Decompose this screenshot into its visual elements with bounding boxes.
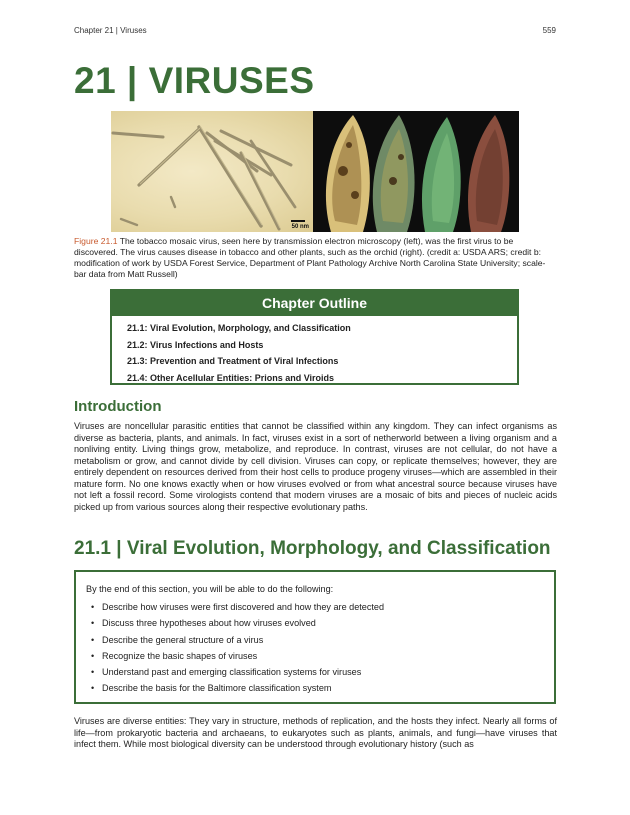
- scale-bar-label: 50 nm: [291, 224, 309, 230]
- figure-label: Figure 21.1: [74, 236, 118, 246]
- figure-caption: [74, 236, 557, 280]
- outline-item-21-4: 21.4: Other Acellular Entities: Prions and Viroids: [127, 372, 335, 383]
- objective-item: • Describe the basis for the Baltimore classification system: [102, 680, 554, 696]
- section-body-paragraph: Viruses are diverse entities: They vary in structure, methods of replication, and the hosts they infect. Nearly all forms of life—from prokaryotic bacteria and archaeans, to eukaryotes such as plants, animals, and fungi—have viruses that infect them. While most biological diversity can be understood through evolutionary history (such as: [74, 716, 557, 750]
- objective-item: • Describe how viruses were first discovered and how they are detected: [102, 599, 554, 615]
- objectives-intro: By the end of this section, you will be able to do the following:: [86, 584, 334, 594]
- chapter-title: 21 | VIRUSES: [74, 60, 315, 101]
- introduction-heading: Introduction: [74, 398, 162, 415]
- section-number: 21.1 |: [74, 538, 127, 559]
- running-header: [74, 26, 556, 35]
- introduction-paragraph: Viruses are noncellular parasitic entities that cannot be classified within any kingdom. They can infect organisms as diverse as bacteria, plants, and animals. In fact, viruses exist in a sort of netherworld between a living organism and a nonliving entity. Living things grow, metabolize, and reproduce. In contrast, viruses are not cellular, do not have a metabolism or grow, and cannot divide by cell division. Viruses can copy, or replicate themselves; however, they are entirely dependent on resources derived from their host cells to produce progeny viruses—which are assembled in their mature form. No one knows exactly when or how viruses evolved or from what ancestral source because viruses have not left a fossil record. Some virologists contend that modern viruses are a mosaic of bits and pieces of nucleic acids picked up from various sources along their respective evolutionary paths.: [74, 421, 557, 512]
- chapter-outline-box: [110, 289, 519, 385]
- section-21-1-title: [74, 538, 551, 560]
- chapter-outline-title: Chapter Outline: [112, 291, 517, 316]
- orchid-leaves-image: [313, 111, 519, 232]
- learning-objectives-box: [74, 570, 556, 704]
- outline-item-21-1: 21.1: Viral Evolution, Morphology, and Classification: [127, 323, 351, 333]
- outline-item-21-3: 21.3: Prevention and Treatment of Viral Infections: [127, 356, 339, 366]
- scale-bar: [291, 220, 305, 222]
- tobacco-mosaic-rods-illustration: [111, 111, 313, 232]
- chapter-outline-list: [112, 316, 517, 386]
- objective-item: • Recognize the basic shapes of viruses: [102, 648, 554, 664]
- objectives-list: [86, 599, 554, 697]
- figure-21-1: [111, 111, 519, 232]
- tem-virus-image: [111, 111, 313, 232]
- outline-item-21-2: 21.2: Virus Infections and Hosts: [127, 339, 264, 350]
- objective-item: • Discuss three hypotheses about how viruses evolved: [102, 615, 554, 631]
- objective-item: • Describe the general structure of a virus: [102, 632, 554, 648]
- diseased-leaves-illustration: [313, 111, 519, 232]
- figure-caption-text: The tobacco mosaic virus, seen here by transmission electron microscopy (left), was the first virus to be discovered. The virus causes disease in tobacco and other plants, such as the orchid (right). (credit a: USDA ARS; credit b: modification of work by USDA Forest Service, Department of Plant Pathology Archive North Carolina State University; scale-bar data from Matt Russell): [74, 236, 546, 279]
- running-header-chapter: Chapter 21 | Viruses: [74, 26, 147, 35]
- page-number: 559: [542, 26, 556, 35]
- objective-item: • Understand past and emerging classification systems for viruses: [102, 664, 554, 680]
- section-name: Viral Evolution, Morphology, and Classification: [126, 538, 551, 559]
